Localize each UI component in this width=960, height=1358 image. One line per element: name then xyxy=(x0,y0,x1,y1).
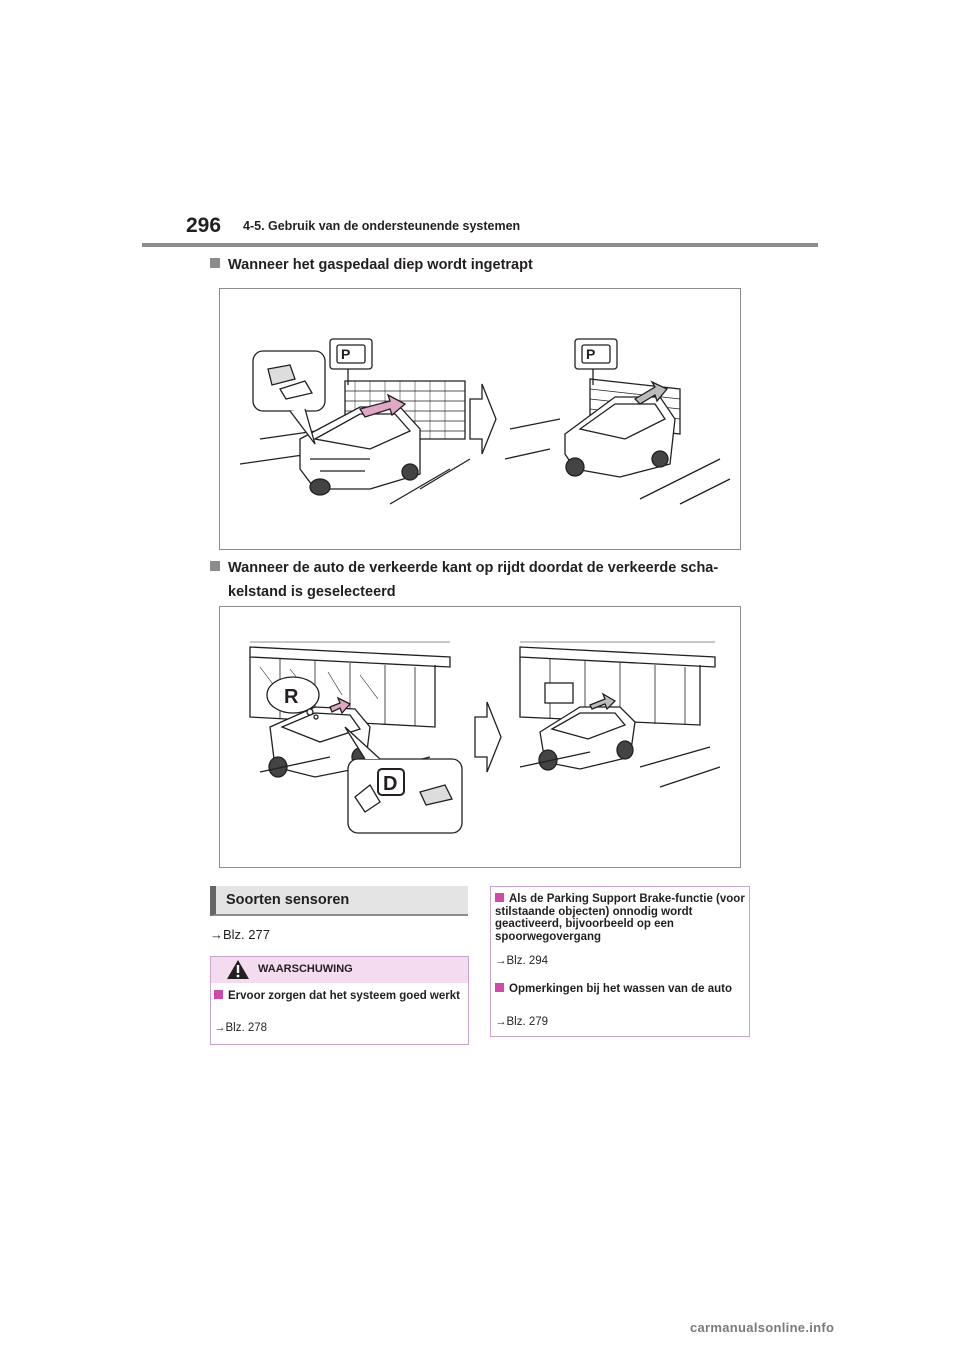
warning-item-1 xyxy=(214,990,464,1003)
notes-item-2-title: Opmerkingen bij het wassen van de auto xyxy=(509,983,733,995)
heading-verkeerde-kant-line2: kelstand is geselecteerd xyxy=(228,584,396,600)
square-bullet-icon xyxy=(214,990,223,999)
figure-accelerator-illustration xyxy=(220,289,740,549)
square-bullet-icon xyxy=(495,983,504,992)
section-title: 4-5. Gebruik van de ondersteunende systemen xyxy=(243,219,521,233)
notes-item-2 xyxy=(495,983,745,996)
heading-gaspedal xyxy=(210,257,533,273)
figure-wrong-gear xyxy=(219,606,741,868)
square-bullet-icon xyxy=(495,893,504,902)
parking-sign-right: P xyxy=(586,346,596,362)
square-bullet-icon xyxy=(210,258,220,268)
heading-gaspedal-text: Wanneer het gaspedaal diep wordt ingetrapt xyxy=(228,257,533,273)
square-bullet-icon xyxy=(210,561,220,571)
warning-label: WAARSCHUWING xyxy=(258,963,353,975)
page-number: 296 xyxy=(186,214,222,237)
notes-item-2-ref: →Blz. 279 xyxy=(495,1016,549,1028)
gear-d-label: D xyxy=(383,773,398,795)
warning-triangle-icon xyxy=(226,959,250,980)
warning-item-1-title: Ervoor zorgen dat het systeem goed werkt xyxy=(228,990,460,1002)
sensors-ref: →Blz. 277 xyxy=(210,927,270,942)
sensors-heading-text: Soorten sensoren xyxy=(226,892,350,908)
figure-wrong-gear-illustration xyxy=(220,607,740,867)
notes-item-1-ref: →Blz. 294 xyxy=(495,955,549,967)
notes-item-1-title: Als de Parking Support Brake-functie (voor stilstaande objecten) onnodig wordt geactiveerd, bijvoorbeeld op een spoorwegovergang xyxy=(495,893,745,943)
warning-item-1-ref: →Blz. 278 xyxy=(214,1022,268,1034)
figure-accelerator xyxy=(219,288,741,550)
heading-verkeerde-kant xyxy=(210,556,750,604)
header-rule xyxy=(142,243,818,247)
gear-r-label: R xyxy=(284,686,299,708)
parking-sign-left: P xyxy=(341,346,351,362)
notes-item-1 xyxy=(495,893,745,943)
watermark: carmanualsonline.info xyxy=(690,1320,835,1335)
heading-verkeerde-kant-line1: Wanneer de auto de verkeerde kant op rijdt doordat de verkeerde scha- xyxy=(228,560,719,576)
sensors-heading xyxy=(210,886,468,916)
